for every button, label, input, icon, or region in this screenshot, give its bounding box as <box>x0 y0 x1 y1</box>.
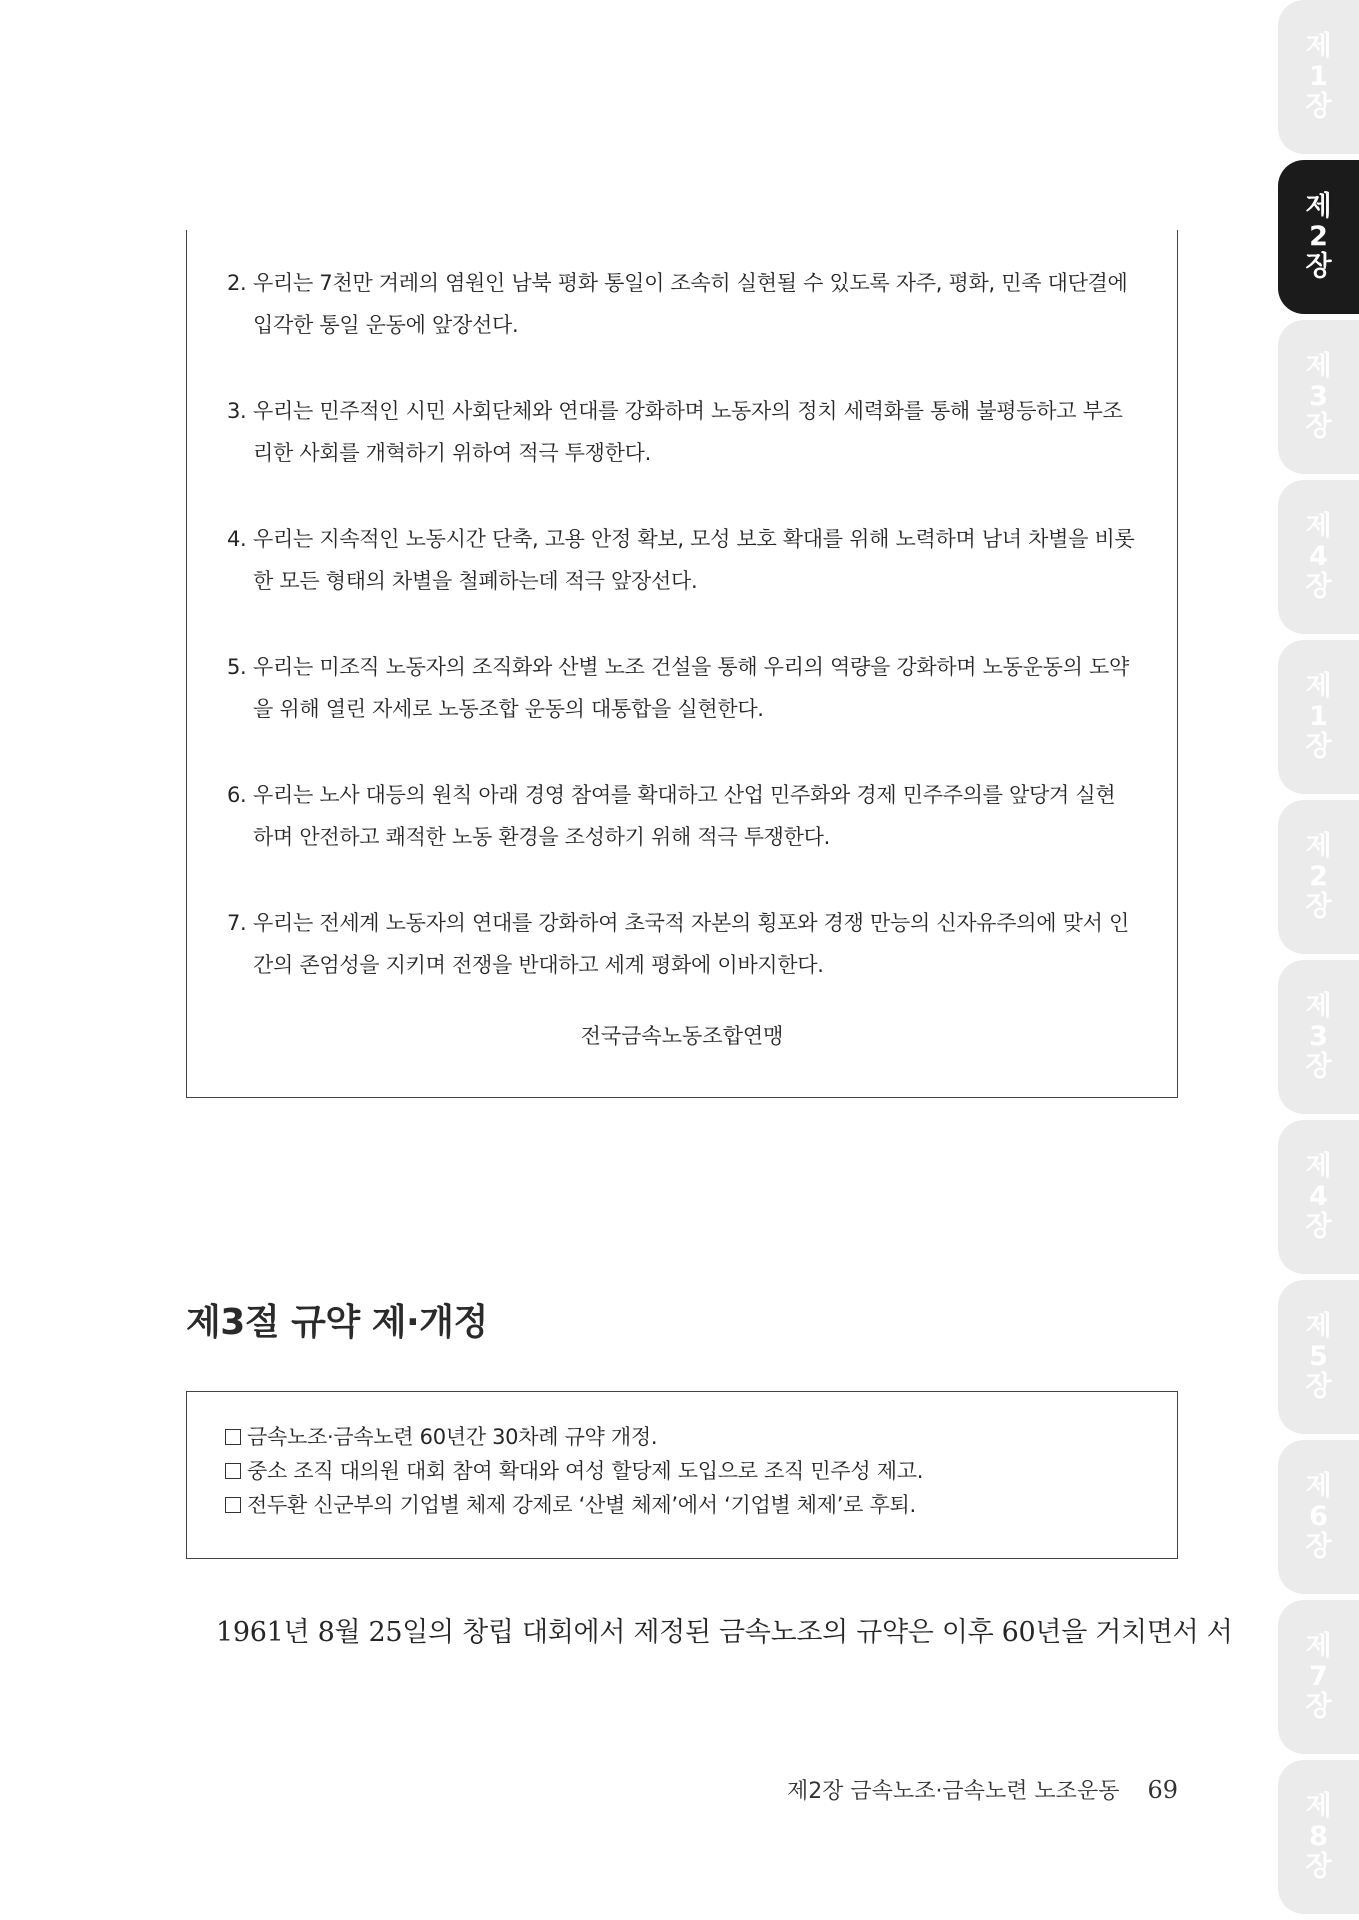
pledge-item <box>227 390 1135 474</box>
tab-suffix: 장 <box>1305 571 1332 602</box>
summary-list <box>225 1420 1145 1522</box>
tab-suffix: 장 <box>1305 1371 1332 1402</box>
pledge-number: 4. <box>227 527 247 551</box>
pledge-number: 7. <box>227 911 247 935</box>
tab-label: 제 <box>1305 1471 1332 1502</box>
tab-suffix: 장 <box>1305 731 1332 762</box>
pledge-text: 우리는 전세계 노동자의 연대를 강화하여 초국적 자본의 횡포와 경쟁 만능의 신자유주의에 맞서 인간의 존엄성을 지키며 전쟁을 반대하고 세계 평화에 이바지한다. <box>253 911 1129 977</box>
tab-label: 제 <box>1305 1631 1332 1662</box>
chapter-tab[interactable] <box>1278 1600 1359 1754</box>
tab-suffix: 장 <box>1305 1211 1332 1242</box>
running-title: 제2장 금속노조·금속노련 노조운동 <box>786 1779 1120 1804</box>
tab-suffix: 장 <box>1305 891 1332 922</box>
tab-suffix: 장 <box>1305 1051 1332 1082</box>
tab-suffix: 장 <box>1305 1531 1332 1562</box>
tab-label: 제 <box>1305 511 1332 542</box>
summary-text: 중소 조직 대의원 대회 참여 확대와 여성 할당제 도입으로 조직 민주성 제고. <box>247 1459 924 1483</box>
checkbox-icon <box>225 1429 241 1445</box>
pledge-item <box>227 518 1135 602</box>
tab-suffix: 장 <box>1305 91 1332 122</box>
tab-number: 6 <box>1309 1501 1328 1532</box>
tab-number: 3 <box>1309 1021 1328 1052</box>
tab-number: 4 <box>1309 1181 1328 1212</box>
tab-label: 제 <box>1305 31 1332 62</box>
chapter-tab[interactable] <box>1278 1440 1359 1594</box>
tab-suffix: 장 <box>1305 411 1332 442</box>
tab-number: 3 <box>1309 381 1328 412</box>
tab-number: 8 <box>1309 1821 1328 1852</box>
checkbox-icon <box>225 1497 241 1513</box>
pledge-number: 6. <box>227 783 247 807</box>
chapter-tabs <box>1278 0 1359 1920</box>
pledge-list <box>227 262 1135 1030</box>
summary-text: 금속노조·금속노련 60년간 30차례 규약 개정. <box>247 1425 658 1449</box>
tab-suffix: 장 <box>1305 1851 1332 1882</box>
tab-suffix: 장 <box>1305 1691 1332 1722</box>
tab-number: 1 <box>1309 61 1328 92</box>
section-title: 제3절 규약 제·개정 <box>186 1302 488 1343</box>
checkbox-icon <box>225 1463 241 1479</box>
summary-item <box>225 1454 1145 1488</box>
chapter-tab-active[interactable] <box>1278 160 1359 314</box>
page-footer <box>787 1774 1178 1805</box>
tab-number: 7 <box>1309 1661 1328 1692</box>
chapter-tab[interactable] <box>1278 800 1359 954</box>
tab-label: 제 <box>1305 831 1332 862</box>
pledge-number: 3. <box>227 399 247 423</box>
page-number: 69 <box>1147 1776 1178 1804</box>
chapter-tab[interactable] <box>1278 480 1359 634</box>
chapter-tab[interactable] <box>1278 320 1359 474</box>
chapter-tab[interactable] <box>1278 1760 1359 1914</box>
pledge-text: 우리는 민주적인 시민 사회단체와 연대를 강화하며 노동자의 정치 세력화를 통해 불평등하고 부조리한 사회를 개혁하기 위하여 적극 투쟁한다. <box>253 399 1123 465</box>
pledge-text: 우리는 지속적인 노동시간 단축, 고용 안정 확보, 모성 보호 확대를 위해 노력하며 남녀 차별을 비롯한 모든 형태의 차별을 철폐하는데 적극 앞장선다. <box>253 527 1135 593</box>
chapter-tab[interactable] <box>1278 1120 1359 1274</box>
chapter-tab[interactable] <box>1278 960 1359 1114</box>
tab-label: 제 <box>1305 671 1332 702</box>
summary-item <box>225 1420 1145 1454</box>
pledge-item <box>227 262 1135 346</box>
summary-item <box>225 1488 1145 1522</box>
tab-label: 제 <box>1305 1311 1332 1342</box>
chapter-tab[interactable] <box>1278 640 1359 794</box>
pledge-box <box>186 230 1178 1098</box>
tab-label: 제 <box>1305 351 1332 382</box>
pledge-item <box>227 902 1135 986</box>
tab-number: 2 <box>1309 221 1328 252</box>
tab-label: 제 <box>1305 191 1332 222</box>
body-paragraph: 1961년 8월 25일의 창립 대회에서 제정된 금속노조의 규약은 이후 60년을 거치면서 서 <box>216 1617 1233 1648</box>
tab-label: 제 <box>1305 1151 1332 1182</box>
summary-box <box>186 1391 1178 1559</box>
tab-label: 제 <box>1305 1791 1332 1822</box>
pledge-item <box>227 774 1135 858</box>
pledge-item <box>227 646 1135 730</box>
pledge-text: 우리는 노사 대등의 원칙 아래 경영 참여를 확대하고 산업 민주화와 경제 민주주의를 앞당겨 실현하며 안전하고 쾌적한 노동 환경을 조성하기 위해 적극 투쟁한다. <box>253 783 1116 849</box>
pledge-signature: 전국금속노동조합연맹 <box>580 1024 784 1048</box>
summary-text: 전두환 신군부의 기업별 체제 강제로 ‘산별 체제’에서 ‘기업별 체제’로 후퇴. <box>247 1493 916 1517</box>
tab-label: 제 <box>1305 991 1332 1022</box>
chapter-tab[interactable] <box>1278 1280 1359 1434</box>
pledge-number: 2. <box>227 271 247 295</box>
tab-suffix: 장 <box>1305 251 1332 282</box>
chapter-tab[interactable] <box>1278 0 1359 154</box>
tab-number: 4 <box>1309 541 1328 572</box>
tab-number: 5 <box>1309 1341 1328 1372</box>
pledge-text: 우리는 미조직 노동자의 조직화와 산별 노조 건설을 통해 우리의 역량을 강화하며 노동운동의 도약을 위해 열린 자세로 노동조합 운동의 대통합을 실현한다. <box>253 655 1129 721</box>
tab-number: 2 <box>1309 861 1328 892</box>
tab-number: 1 <box>1309 701 1328 732</box>
pledge-number: 5. <box>227 655 247 679</box>
pledge-text: 우리는 7천만 겨레의 염원인 남북 평화 통일이 조속히 실현될 수 있도록 자주, 평화, 민족 대단결에 입각한 통일 운동에 앞장선다. <box>253 271 1128 337</box>
